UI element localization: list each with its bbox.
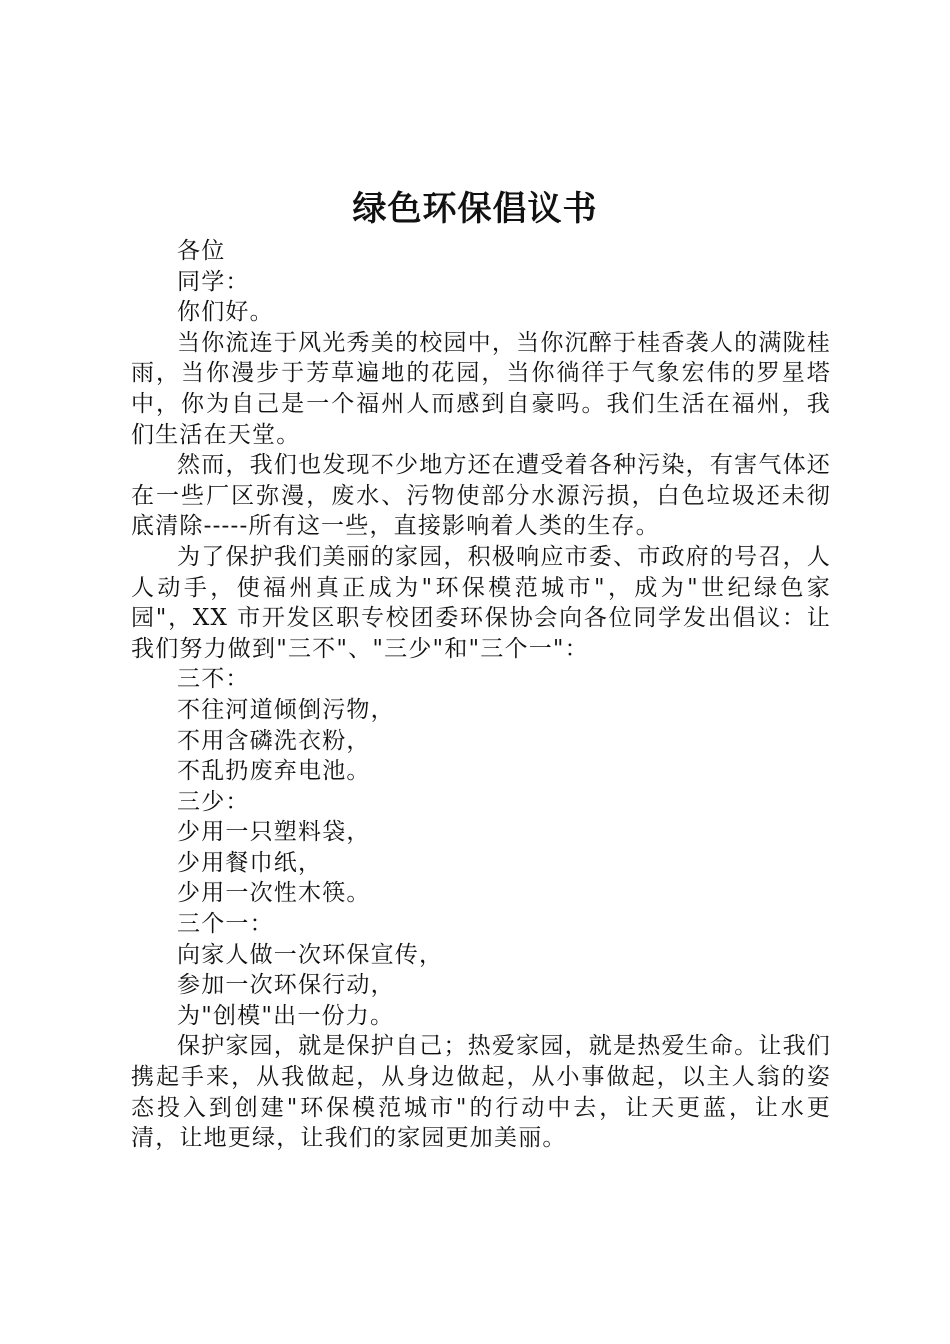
list-item: 为"创模"出一份力。 <box>177 1002 395 1029</box>
hello-line: 你们好。 <box>177 299 274 326</box>
closing-paragraph: 保护家园，就是保护自己；热爱家园，就是热爱生命。让我们携起手来，从我做起，从身边做起，从小事做起，以主人翁的姿态投入到创建"环保模范城市"的行动中去，让天更蓝，让水更清，让地更绿，让我们的家园更加美丽。 <box>131 1033 831 1152</box>
list-item: 少用一只塑料袋， <box>177 819 371 846</box>
section-heading: 三个一： <box>177 911 274 938</box>
list-item: 少用餐巾纸， <box>177 849 323 876</box>
document-title: 绿色环保倡议书 <box>352 189 598 229</box>
paragraph: 当你流连于风光秀美的校园中，当你沉醉于桂香袭人的满陇桂雨，当你漫步于芳草遍地的花园，当你徜徉于气象宏伟的罗星塔中，你为自己是一个福州人而感到自豪吗。我们生活在福州，我们生活在天堂。 <box>131 329 831 448</box>
list-item: 向家人做一次环保宣传， <box>177 941 444 968</box>
greeting-line: 各位 <box>177 238 226 264</box>
list-item: 少用一次性木筷。 <box>177 880 371 907</box>
list-item: 不乱扔废弃电池。 <box>177 758 371 785</box>
paragraph: 然而，我们也发现不少地方还在遭受着各种污染，有害气体还在一些厂区弥漫，废水、污物使部分水源污损，白色垃圾还未彻底清除-----所有这一些，直接影响着人类的生存。 <box>131 452 831 540</box>
section-heading: 三不： <box>177 666 250 693</box>
document-body <box>131 236 831 1154</box>
list-item: 参加一次环保行动， <box>177 972 395 999</box>
list-item: 不用含磷洗衣粉， <box>177 727 371 754</box>
list-item: 不往河道倾倒污物， <box>177 696 395 723</box>
section-heading: 三少： <box>177 788 250 815</box>
greeting-line: 同学： <box>177 268 250 295</box>
paragraph: 为了保护我们美丽的家园，积极响应市委、市政府的号召，人人动手，使福州真正成为"环保模范城市"，成为"世纪绿色家园"，XX 市开发区职专校团委环保协会向各位同学发出倡议：让我们努力做到"三不"、"三少"和"三个一"： <box>131 543 831 662</box>
